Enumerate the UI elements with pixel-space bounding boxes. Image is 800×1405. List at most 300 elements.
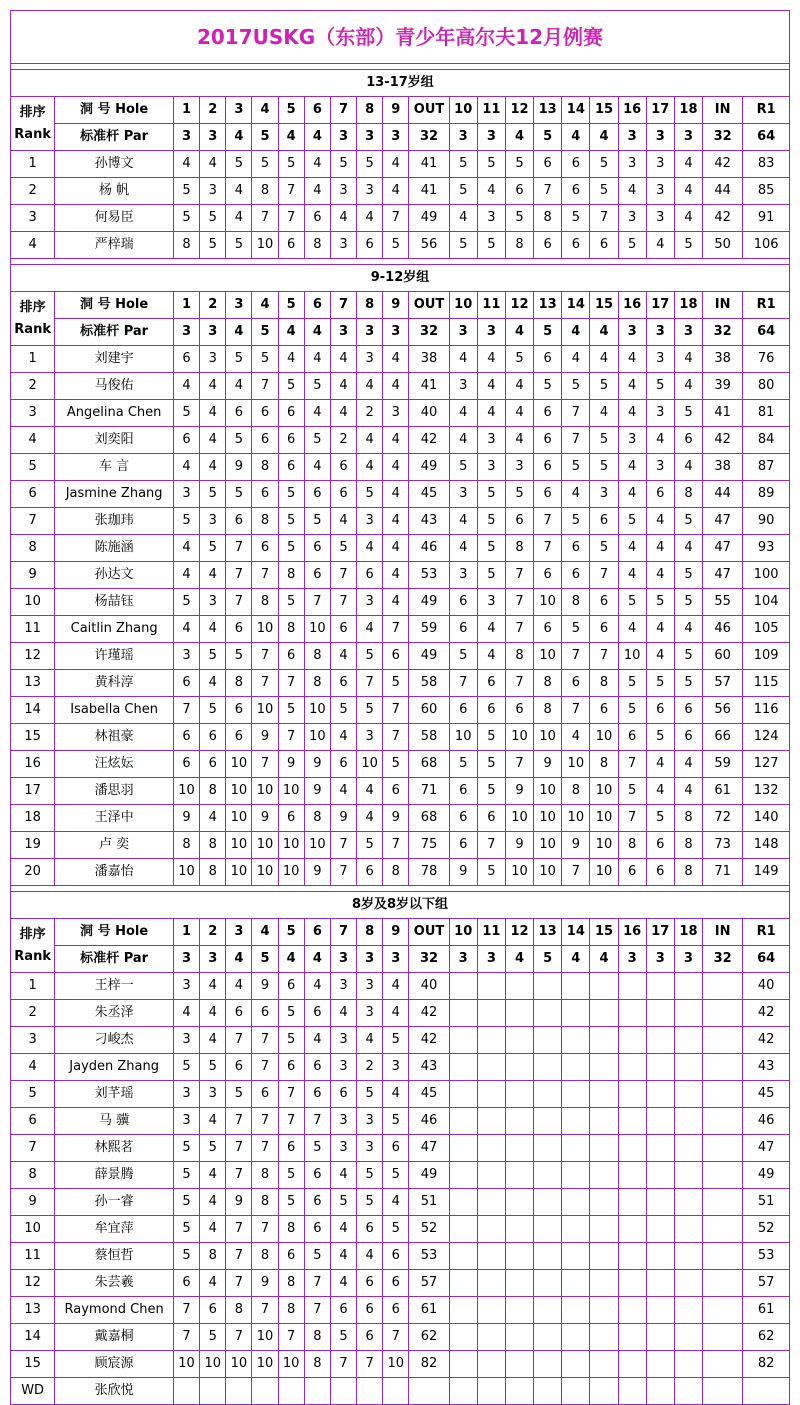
score-cell: 7 [226, 562, 252, 589]
score-cell: 4 [173, 373, 199, 400]
score-cell: 42 [409, 427, 449, 454]
score-cell: 4 [674, 151, 702, 178]
player-row [11, 1270, 790, 1297]
score-cell: 7 [278, 724, 304, 751]
score-cell: 6 [357, 859, 383, 886]
par-cell: 64 [743, 946, 790, 973]
score-cell: 9 [304, 859, 330, 886]
rank-cell: 13 [11, 1297, 55, 1324]
score-cell: 73 [703, 832, 743, 859]
score-cell: 10 [534, 778, 562, 805]
player-row [11, 832, 790, 859]
score-cell: 5 [618, 778, 646, 805]
score-cell: 6 [357, 232, 383, 259]
score-cell [646, 1297, 674, 1324]
score-cell [477, 1351, 505, 1378]
score-cell: 5 [646, 373, 674, 400]
score-cell: 6 [505, 178, 533, 205]
score-cell [383, 1378, 409, 1405]
score-cell: 5 [674, 589, 702, 616]
score-cell: 4 [646, 508, 674, 535]
player-name: 潘嘉怡 [55, 859, 174, 886]
score-cell [674, 1000, 702, 1027]
score-cell: 5 [357, 1081, 383, 1108]
score-cell: 50 [703, 232, 743, 259]
score-cell: 5 [590, 178, 618, 205]
score-cell: 4 [449, 400, 477, 427]
hole-header-row [11, 97, 790, 124]
score-cell: 3 [449, 481, 477, 508]
rank-cell: 4 [11, 1054, 55, 1081]
score-cell: 91 [743, 205, 790, 232]
score-cell: 3 [200, 589, 226, 616]
score-cell: 3 [646, 205, 674, 232]
player-name: 朱丞泽 [55, 1000, 174, 1027]
score-cell: 4 [646, 232, 674, 259]
score-cell: 5 [278, 151, 304, 178]
score-cell [703, 1243, 743, 1270]
score-cell [590, 1027, 618, 1054]
score-cell: 6 [304, 1000, 330, 1027]
score-cell: 4 [562, 346, 590, 373]
score-cell: 3 [330, 1027, 356, 1054]
score-cell: 6 [304, 205, 330, 232]
score-cell: 6 [304, 562, 330, 589]
player-name: 孙博文 [55, 151, 174, 178]
score-cell: 3 [357, 973, 383, 1000]
score-cell: 7 [252, 1027, 278, 1054]
score-cell: 5 [173, 1135, 199, 1162]
par-cell: 4 [562, 319, 590, 346]
score-cell [449, 1351, 477, 1378]
hole-number-cell: IN [703, 292, 743, 319]
score-cell: 4 [173, 535, 199, 562]
score-cell [646, 1243, 674, 1270]
rank-cell: 1 [11, 346, 55, 373]
score-cell: 4 [226, 205, 252, 232]
hole-number-cell: 1 [173, 292, 199, 319]
score-cell: 5 [383, 1216, 409, 1243]
score-cell [449, 1027, 477, 1054]
score-cell: 10 [534, 832, 562, 859]
score-cell: 3 [173, 481, 199, 508]
score-cell: 7 [562, 697, 590, 724]
score-cell: 3 [357, 346, 383, 373]
score-cell: 87 [743, 454, 790, 481]
score-cell: 8 [562, 778, 590, 805]
score-cell: 3 [590, 481, 618, 508]
score-cell: 4 [505, 400, 533, 427]
score-cell [590, 1216, 618, 1243]
score-cell: 6 [562, 178, 590, 205]
score-cell: 5 [590, 454, 618, 481]
score-cell [477, 1081, 505, 1108]
score-cell: 10 [173, 778, 199, 805]
par-cell: 3 [173, 946, 199, 973]
hole-number-cell: 5 [278, 919, 304, 946]
score-cell: 4 [505, 373, 533, 400]
score-cell: 8 [304, 1324, 330, 1351]
score-cell [674, 1297, 702, 1324]
score-cell [477, 1135, 505, 1162]
score-cell: 3 [330, 178, 356, 205]
score-cell: 5 [330, 1189, 356, 1216]
score-cell [618, 1297, 646, 1324]
score-cell: 4 [304, 973, 330, 1000]
score-cell [449, 1270, 477, 1297]
score-cell: 53 [409, 1243, 449, 1270]
score-cell: 40 [409, 400, 449, 427]
hole-number-cell: 12 [505, 97, 533, 124]
score-cell: 2 [357, 1054, 383, 1081]
score-cell: 3 [357, 178, 383, 205]
player-name: Jayden Zhang [55, 1054, 174, 1081]
score-cell: 5 [200, 205, 226, 232]
score-cell: 6 [173, 724, 199, 751]
score-cell: 10 [590, 832, 618, 859]
score-cell: 4 [383, 562, 409, 589]
score-cell [534, 1243, 562, 1270]
score-cell: 57 [703, 670, 743, 697]
score-cell: 3 [505, 454, 533, 481]
score-cell: 10 [590, 778, 618, 805]
par-cell: 4 [278, 946, 304, 973]
score-cell: 52 [743, 1216, 790, 1243]
score-cell [449, 1000, 477, 1027]
score-cell: 3 [618, 427, 646, 454]
score-cell: 7 [330, 832, 356, 859]
score-cell: 6 [252, 427, 278, 454]
score-cell: 66 [703, 724, 743, 751]
score-cell [449, 1324, 477, 1351]
par-cell: 64 [743, 319, 790, 346]
score-cell [674, 1270, 702, 1297]
score-cell: 6 [357, 1216, 383, 1243]
score-cell: 6 [674, 724, 702, 751]
player-name: 潘思羽 [55, 778, 174, 805]
score-cell: 10 [252, 1351, 278, 1378]
score-cell: 56 [409, 232, 449, 259]
score-cell: 5 [173, 1054, 199, 1081]
par-cell: 3 [674, 946, 702, 973]
score-cell: 4 [357, 778, 383, 805]
score-cell [505, 1108, 533, 1135]
rank-cell: 2 [11, 1000, 55, 1027]
score-cell: 10 [590, 859, 618, 886]
score-cell: 6 [226, 508, 252, 535]
score-cell [477, 1378, 505, 1405]
score-cell: 7 [618, 805, 646, 832]
par-cell: 3 [449, 946, 477, 973]
score-cell [618, 1054, 646, 1081]
score-cell: 6 [357, 1297, 383, 1324]
score-cell: 5 [173, 589, 199, 616]
score-cell [505, 1297, 533, 1324]
score-cell: 4 [330, 1162, 356, 1189]
score-cell: 5 [252, 346, 278, 373]
score-cell [562, 1351, 590, 1378]
score-cell: 4 [200, 670, 226, 697]
rank-cell: 13 [11, 670, 55, 697]
score-cell [618, 1162, 646, 1189]
score-cell: 5 [226, 346, 252, 373]
player-row [11, 535, 790, 562]
score-cell [703, 1054, 743, 1081]
title-row [11, 11, 790, 64]
score-cell: 8 [226, 670, 252, 697]
score-cell: 4 [200, 1027, 226, 1054]
score-cell: 10 [226, 859, 252, 886]
score-cell: 10 [278, 1351, 304, 1378]
score-cell: 7 [278, 178, 304, 205]
score-cell: 3 [173, 1027, 199, 1054]
score-cell: 9 [252, 805, 278, 832]
score-cell: 4 [383, 1189, 409, 1216]
score-cell: 5 [357, 151, 383, 178]
par-cell: 3 [383, 946, 409, 973]
score-cell: 4 [357, 1243, 383, 1270]
par-cell: 64 [743, 124, 790, 151]
player-row [11, 205, 790, 232]
score-cell: 8 [674, 805, 702, 832]
score-cell: 6 [590, 697, 618, 724]
rank-cell: 15 [11, 724, 55, 751]
score-cell: 6 [304, 1081, 330, 1108]
score-cell: 7 [383, 1324, 409, 1351]
score-cell: 5 [590, 373, 618, 400]
score-cell [618, 1324, 646, 1351]
score-cell [703, 1108, 743, 1135]
score-cell: 9 [330, 805, 356, 832]
score-cell: 43 [743, 1054, 790, 1081]
score-cell [449, 1162, 477, 1189]
player-name: 刘建宇 [55, 346, 174, 373]
player-row [11, 151, 790, 178]
score-cell [646, 1270, 674, 1297]
score-cell: 6 [252, 400, 278, 427]
section-title: 8岁及8岁以下组 [11, 892, 790, 919]
score-cell: 7 [226, 1243, 252, 1270]
par-cell: 4 [562, 124, 590, 151]
player-row [11, 1324, 790, 1351]
score-cell: 6 [534, 151, 562, 178]
score-cell: 6 [330, 454, 356, 481]
rank-cell: 3 [11, 1027, 55, 1054]
player-name: Isabella Chen [55, 697, 174, 724]
score-cell: 3 [477, 427, 505, 454]
score-cell: 4 [200, 151, 226, 178]
score-cell: 6 [226, 1000, 252, 1027]
score-cell: 4 [278, 346, 304, 373]
score-cell: 6 [383, 1243, 409, 1270]
score-cell: 49 [409, 589, 449, 616]
score-cell: 8 [226, 1297, 252, 1324]
player-name: 朱芸羲 [55, 1270, 174, 1297]
score-cell [590, 1351, 618, 1378]
par-cell: 3 [173, 319, 199, 346]
rank-cell: 16 [11, 751, 55, 778]
score-cell: 5 [226, 151, 252, 178]
score-cell: 5 [330, 535, 356, 562]
score-cell [562, 1189, 590, 1216]
score-cell: 72 [703, 805, 743, 832]
player-name: 牟宜萍 [55, 1216, 174, 1243]
score-cell: 58 [409, 670, 449, 697]
par-cell: 3 [477, 946, 505, 973]
par-cell: 3 [200, 946, 226, 973]
score-cell: 6 [304, 1189, 330, 1216]
score-cell [534, 1108, 562, 1135]
score-cell [505, 1351, 533, 1378]
score-cell: 6 [330, 751, 356, 778]
score-cell [703, 1135, 743, 1162]
hole-number-cell: 18 [674, 292, 702, 319]
player-name: 马 骥 [55, 1108, 174, 1135]
score-cell: 6 [278, 1243, 304, 1270]
rank-header [11, 919, 55, 973]
hole-number-cell: 7 [330, 97, 356, 124]
score-cell: 8 [304, 232, 330, 259]
hole-number-cell: IN [703, 919, 743, 946]
score-cell: 7 [252, 1135, 278, 1162]
score-cell [562, 1108, 590, 1135]
score-cell: 8 [200, 1243, 226, 1270]
score-cell: 42 [743, 1027, 790, 1054]
score-cell: 5 [278, 481, 304, 508]
score-cell: 6 [330, 481, 356, 508]
score-cell: 5 [226, 481, 252, 508]
player-name: 张欣悦 [55, 1378, 174, 1405]
score-cell: 7 [278, 1081, 304, 1108]
score-cell: 7 [562, 427, 590, 454]
player-row [11, 1243, 790, 1270]
score-cell: 10 [304, 724, 330, 751]
score-cell: 2 [357, 400, 383, 427]
score-cell: 4 [330, 1270, 356, 1297]
par-cell: 3 [200, 124, 226, 151]
score-cell: 5 [200, 697, 226, 724]
score-cell: 5 [449, 643, 477, 670]
score-cell: 4 [330, 1000, 356, 1027]
par-cell: 3 [646, 124, 674, 151]
score-cell: 5 [173, 1162, 199, 1189]
score-cell [534, 1216, 562, 1243]
score-cell: 5 [357, 1189, 383, 1216]
score-cell [646, 1054, 674, 1081]
score-cell: 7 [357, 670, 383, 697]
score-cell: 49 [409, 205, 449, 232]
score-cell: 5 [449, 232, 477, 259]
par-cell: 3 [357, 319, 383, 346]
score-cell: 6 [173, 670, 199, 697]
score-cell: 9 [562, 832, 590, 859]
score-cell [590, 1000, 618, 1027]
score-cell: 7 [505, 751, 533, 778]
hole-number-cell: 3 [226, 919, 252, 946]
score-cell: 8 [278, 1270, 304, 1297]
score-cell: 4 [200, 1270, 226, 1297]
player-name: 王梓一 [55, 973, 174, 1000]
score-cell: 7 [383, 724, 409, 751]
par-cell: 4 [278, 319, 304, 346]
score-cell: 47 [703, 508, 743, 535]
score-cell: 38 [409, 346, 449, 373]
hole-number-cell: 11 [477, 919, 505, 946]
score-cell: 6 [200, 751, 226, 778]
score-cell: 7 [534, 178, 562, 205]
score-cell: 10 [278, 832, 304, 859]
score-cell: 4 [304, 400, 330, 427]
player-row [11, 1027, 790, 1054]
score-cell: 42 [409, 1000, 449, 1027]
score-cell: 4 [330, 1216, 356, 1243]
score-cell: 6 [304, 1162, 330, 1189]
score-cell: 6 [534, 562, 562, 589]
score-cell: 3 [357, 1000, 383, 1027]
score-cell: 6 [674, 697, 702, 724]
score-cell: 4 [674, 178, 702, 205]
player-row [11, 1108, 790, 1135]
score-cell [562, 1027, 590, 1054]
rank-cell: 4 [11, 427, 55, 454]
score-cell: 8 [252, 508, 278, 535]
score-cell: 6 [252, 535, 278, 562]
score-cell: 5 [477, 859, 505, 886]
score-cell: 5 [477, 778, 505, 805]
score-cell: 3 [330, 1135, 356, 1162]
score-cell: 39 [703, 373, 743, 400]
score-cell: 140 [743, 805, 790, 832]
score-cell: 149 [743, 859, 790, 886]
score-cell: 7 [304, 589, 330, 616]
score-cell: 4 [357, 427, 383, 454]
player-row [11, 400, 790, 427]
score-cell: 7 [534, 508, 562, 535]
score-cell: 5 [618, 670, 646, 697]
score-cell: 100 [743, 562, 790, 589]
score-cell [590, 1081, 618, 1108]
score-cell: 7 [226, 589, 252, 616]
score-cell [477, 1108, 505, 1135]
score-cell: 5 [618, 232, 646, 259]
score-cell [534, 1351, 562, 1378]
score-cell: 3 [646, 454, 674, 481]
score-cell: 3 [646, 151, 674, 178]
score-cell: 4 [304, 1027, 330, 1054]
score-cell: 8 [278, 1297, 304, 1324]
score-cell: 10 [505, 805, 533, 832]
score-cell: 7 [562, 400, 590, 427]
score-cell: 7 [330, 1351, 356, 1378]
score-cell [618, 1027, 646, 1054]
hole-label: 洞 号 Hole [55, 919, 174, 946]
score-cell: 8 [252, 589, 278, 616]
score-cell: 5 [562, 205, 590, 232]
score-cell: 6 [477, 697, 505, 724]
score-cell: 58 [409, 724, 449, 751]
score-cell [534, 1189, 562, 1216]
score-cell: 7 [304, 1270, 330, 1297]
score-cell: 6 [562, 670, 590, 697]
rank-cell: 12 [11, 1270, 55, 1297]
score-cell: 42 [703, 427, 743, 454]
score-cell: 3 [357, 1135, 383, 1162]
score-cell: 10 [304, 697, 330, 724]
player-row [11, 1378, 790, 1405]
score-cell: 8 [590, 670, 618, 697]
hole-header-row [11, 919, 790, 946]
score-cell: 6 [226, 616, 252, 643]
